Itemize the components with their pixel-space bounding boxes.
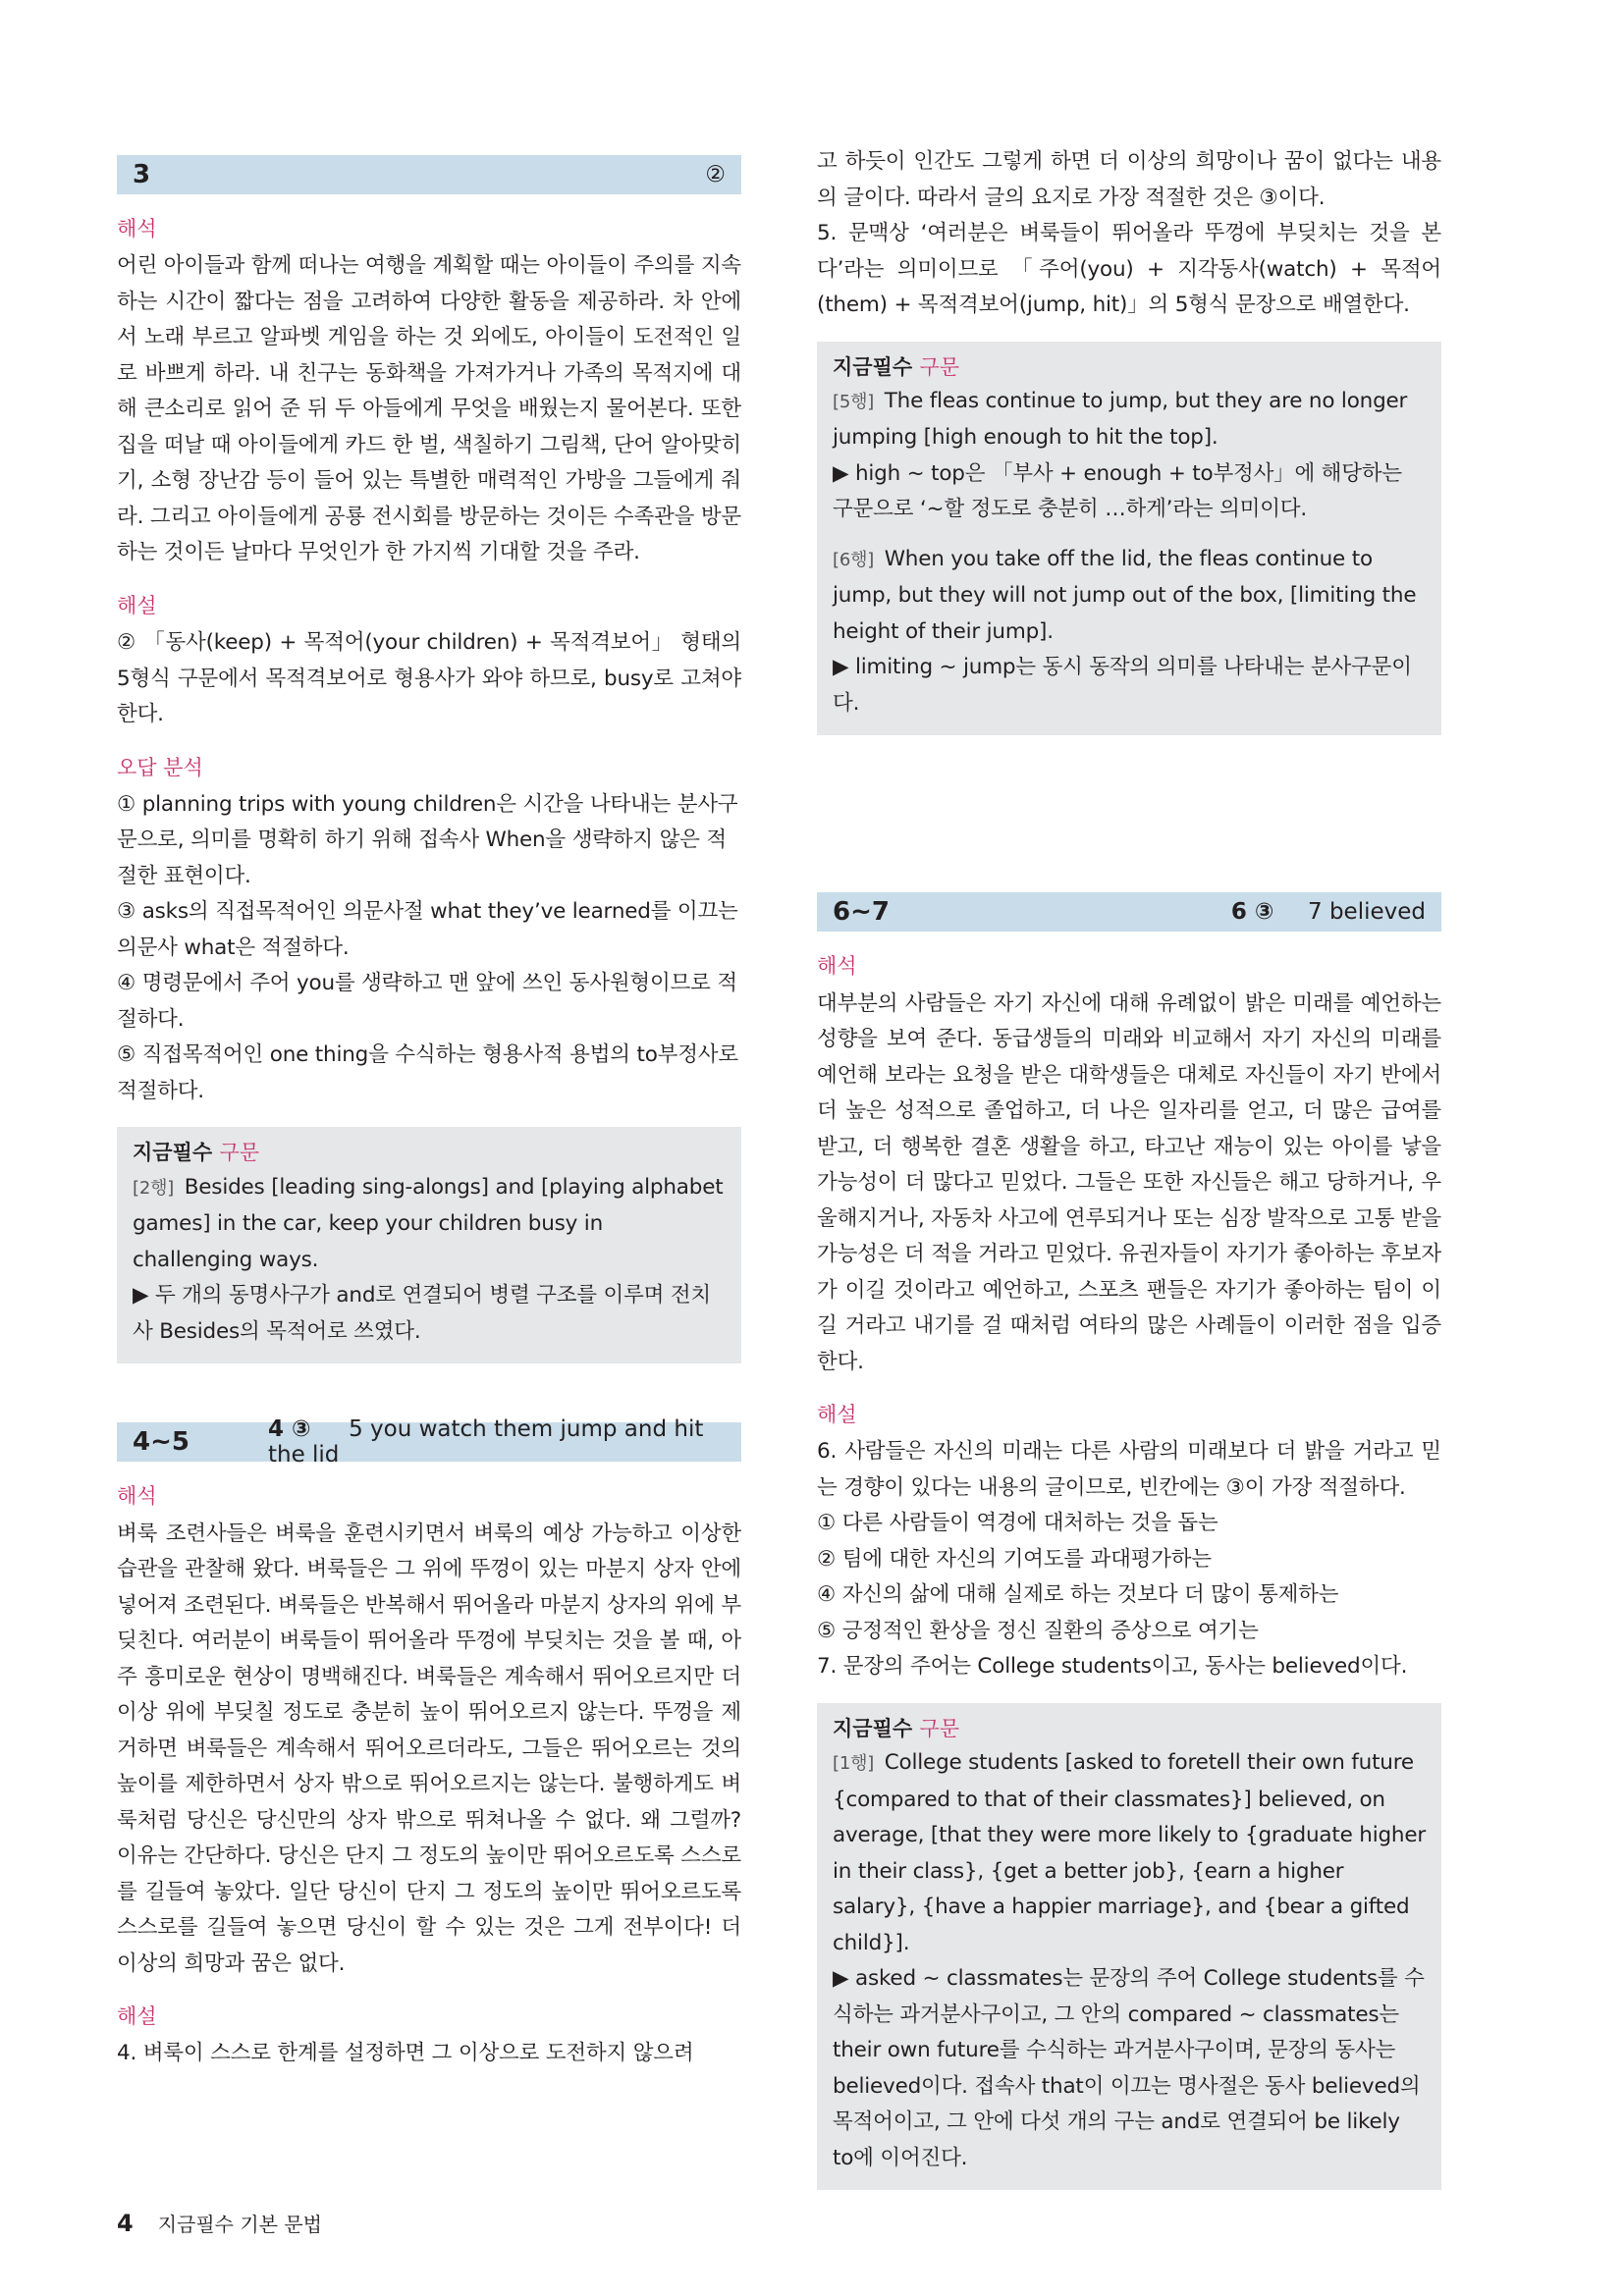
left-column bbox=[117, 155, 741, 2072]
book-title: 지금필수 기본 문법 bbox=[157, 2213, 322, 2236]
explanation-continued: 고 하듯이 인간도 그렇게 하면 더 이상의 희망이나 꿈이 없다는 내용의 글이다. 따라서 글의 요지로 가장 적절한 것은 ③이다. bbox=[817, 149, 1441, 210]
question-3-header bbox=[117, 155, 741, 194]
syntax-box-title bbox=[833, 1715, 1426, 1743]
translation-label: 해석 bbox=[117, 1484, 157, 1509]
syntax-sentence-text: Besides [leading sing-alongs] and [playing alphabet games] in the car, keep your children busy in challenging ways. bbox=[133, 1174, 724, 1272]
syntax-box-title bbox=[833, 353, 1426, 382]
translation-text: 대부분의 사람들은 자기 자신에 대해 유례없이 밝은 미래를 예언하는 성향을 보여 준다. 동급생들의 미래와 비교해서 자기 자신의 미래를 예언해 보라는 요청을 받은 대학생들은 대체로 자신들이 자기 반에서 더 높은 성적으로 졸업하고, 더 나은 일자리를 얻고, 더 많은 급여를 받고, 더 행복한 결혼 생활을 하고, 타고난 재능이 있는 아이를 낳을 가능성이 더 많다고 믿었다. 그들은 또한 자신들은 해고 당하거나, 우울해지거나, 자동차 사고에 연루되거나 또는 심장 발작으로 고통 받을 가능성은 더 적을 거라고 믿었다. 유권자들이 자기가 좋아하는 후보자가 이길 것이라고 예언하고, 스포츠 팬들은 자기가 좋아하는 팀이 이길 거라고 내기를 걸 때처럼 여타의 많은 사례들이 이러한 점을 입증한다. bbox=[817, 990, 1441, 1374]
syntax-sentence-text: When you take off the lid, the fleas continue to jump, but they will not jump out of the box, [limiting the height of their jump]. bbox=[833, 546, 1417, 644]
wrong-analysis-item: ① planning trips with young children은 시간을 나타내는 분사구문으로, 의미를 명확히 하기 위해 접속사 When을 생략하지 않은 적절한 표현이다. bbox=[117, 791, 738, 888]
syntax-note: ▶ limiting ~ jump는 동시 동작의 의미를 나타내는 분사구문이다. bbox=[833, 655, 1412, 716]
syntax-box-title bbox=[133, 1139, 726, 1167]
syntax-box-title-main: 지금필수 bbox=[133, 1141, 213, 1165]
page-number: 4 bbox=[117, 2210, 134, 2237]
explanation-label: 해설 bbox=[117, 593, 157, 617]
syntax-box-title-sub: 구문 bbox=[919, 1716, 960, 1740]
wrong-analysis-item: ③ asks의 직접목적어인 의문사절 what they’ve learned를 이끄는 의문사 what은 적절하다. bbox=[117, 899, 738, 960]
syntax-sentence-text: College students [asked to foretell their own future {compared to that of their classmates}] believed, on average, [that they were more likely to {graduate higher in their class}, {get a better job}, {earn a higher salary}, {have a happier marriage}, and {bear a gifted child}]. bbox=[833, 1750, 1427, 1955]
line-tag: [1행] bbox=[833, 1753, 875, 1775]
wrong-analysis-item: ⑤ 직접목적어인 one thing을 수식하는 형용사적 용법의 to부정사로 적절하다. bbox=[117, 1042, 738, 1103]
answer-4: 4 ③ bbox=[267, 1416, 311, 1443]
syntax-box bbox=[117, 1127, 741, 1363]
question-number: 4~5 bbox=[133, 1427, 189, 1458]
translation-label: 해석 bbox=[117, 217, 157, 240]
syntax-note: ▶ 두 개의 동명사구가 and로 연결되어 병렬 구조를 이루며 전치사 Besides의 목적어로 쓰였다. bbox=[133, 1283, 711, 1344]
syntax-box-title-main: 지금필수 bbox=[833, 354, 913, 379]
explanation-label: 해설 bbox=[117, 2004, 157, 2029]
page-footer bbox=[117, 2209, 322, 2237]
option-item: ④ 자신의 삶에 대해 실제로 하는 것보다 더 많이 통제하는 bbox=[817, 1582, 1339, 1608]
question-4-5-header bbox=[117, 1416, 741, 1468]
line-tag: [2행] bbox=[133, 1177, 175, 1199]
wrong-analysis-item: ④ 명령문에서 주어 you를 생략하고 맨 앞에 쓰인 동사원형이므로 적절하다. bbox=[117, 971, 737, 1032]
explanation-text: 6. 사람들은 자신의 미래는 다른 사람의 미래보다 더 밝을 거라고 믿는 경향이 있다는 내용의 글이므로, 빈칸에는 ③이 가장 적절하다. bbox=[817, 1439, 1441, 1500]
syntax-note: ▶ high ~ top은 「부사 + enough + to부정사」에 해당하는 구문으로 ‘~할 정도로 충분히 …하게’라는 의미이다. bbox=[833, 460, 1402, 522]
explanation-7: 7. 문장의 주어는 College students이고, 동사는 believed이다. bbox=[817, 1654, 1408, 1680]
translation-label: 해석 bbox=[817, 954, 857, 979]
option-item: ① 다른 사람들이 역경에 대처하는 것을 돕는 bbox=[817, 1511, 1218, 1536]
explanation-5: 5. 문맥상 ‘여러분은 벼룩들이 뛰어올라 뚜껑에 부딪치는 것을 본다’라는 의미이므로 「주어(you) + 지각동사(watch) + 목적어(them) + 목적격보어(jump, hit)」의 5형식 문장으로 배열한다. bbox=[817, 221, 1441, 317]
answer-7: 7 believed bbox=[1308, 899, 1426, 926]
explanation-label: 해설 bbox=[817, 1403, 857, 1427]
syntax-sentence bbox=[833, 1745, 1426, 1961]
syntax-sentence bbox=[833, 384, 1426, 456]
syntax-sentence-text: The fleas continue to jump, but they are no longer jumping [high enough to hit the top]. bbox=[833, 388, 1408, 451]
answer-5: 5 you watch them jump and hit the lid bbox=[267, 1416, 704, 1468]
explanation-text: ② 「동사(keep) + 목적어(your children) + 목적격보어」 형태의 5형식 구문에서 목적격보어로 형용사가 와야 하므로, busy로 고쳐야 한다. bbox=[117, 630, 741, 727]
line-tag: [5행] bbox=[833, 391, 875, 412]
syntax-note: ▶ asked ~ classmates는 문장의 주어 College students를 수식하는 과거분사구이고, 그 안의 compared ~ classmates는 their own future를 수식하는 과거분사구이며, 문장의 동사는 believed이다. 접속사 that이 이끄는 명사절은 동사 believed의 목적어이고, 그 안에 다섯 개의 구는 and로 연결되어 be likely to에 이어진다. bbox=[833, 1966, 1425, 2170]
translation-text: 벼룩 조련사들은 벼룩을 훈련시키면서 벼룩의 예상 가능하고 이상한 습관을 관찰해 왔다. 벼룩들은 그 위에 뚜껑이 있는 마분지 상자 안에 넣어져 조련된다. 벼룩들은 반복해서 뛰어올라 마분지 상자의 위에 부딪친다. 여러분이 벼룩들이 뛰어올라 뚜껑에 부딪치는 것을 볼 때, 아주 흥미로운 현상이 명백해진다. 벼룩들은 계속해서 뛰어오르지만 더 이상 위에 부딪칠 정도로 충분히 높이 뛰어오르지 않는다. 뚜껑을 제거하면 벼룩들은 계속해서 뛰어오르더라도, 그들은 뛰어오르는 것의 높이를 제한하면서 상자 밖으로 뛰어오르지는 않는다. 불행하게도 벼룩처럼 당신은 당신만의 상자 밖으로 뛰쳐나올 수 없다. 왜 그럴까? 이유는 간단하다. 당신은 단지 그 정도의 높이만 뛰어오르도록 스스로를 길들여 놓았다. 일단 당신이 단지 그 정도의 높이만 뛰어오르도록 스스로를 길들여 놓으면 당신이 할 수 있는 것은 그게 전부이다! 더 이상의 희망과 꿈은 없다. bbox=[117, 1521, 741, 1976]
translation-text: 어린 아이들과 함께 떠나는 여행을 계획할 때는 아이들이 주의를 지속하는 시간이 짧다는 점을 고려하여 다양한 활동을 제공하라. 차 안에서 노래 부르고 알파벳 게임을 하는 것 외에도, 아이들이 도전적인 일로 바쁘게 하라. 내 친구는 동화책을 가져가거나 가족의 목적지에 대해 큰소리로 읽어 준 뒤 두 아들에게 무엇을 배웠는지 물어본다. 또한 집을 떠날 때 아이들에게 카드 한 벌, 색칠하기 그림책, 단어 알아맞히기, 소형 장난감 등이 들어 있는 특별한 매력적인 가방을 그들에게 줘라. 그리고 아이들에게 공룡 전시회를 방문하는 것이든 수족관을 방문하는 것이든 날마다 무엇인가 한 가지씩 기대할 것을 주라. bbox=[117, 253, 741, 565]
right-column bbox=[817, 144, 1441, 2190]
syntax-sentence bbox=[833, 542, 1426, 651]
line-tag: [6행] bbox=[833, 549, 875, 570]
option-item: ⑤ 긍정적인 환상을 정신 질환의 증상으로 여기는 bbox=[817, 1618, 1259, 1643]
question-number: 6~7 bbox=[833, 897, 890, 928]
syntax-box bbox=[817, 342, 1441, 736]
question-6-7-header bbox=[817, 892, 1441, 932]
syntax-box-title-sub: 구문 bbox=[919, 354, 960, 379]
answer-6: 6 ③ bbox=[1230, 899, 1274, 926]
explanation-text: 4. 벼룩이 스스로 한계를 설정하면 그 이상으로 도전하지 않으려 bbox=[117, 2041, 694, 2066]
wrong-analysis-label: 오답 분석 bbox=[117, 755, 203, 779]
answer: ② bbox=[705, 162, 726, 187]
syntax-box-title-main: 지금필수 bbox=[833, 1716, 913, 1740]
option-item: ② 팀에 대한 자신의 기여도를 과대평가하는 bbox=[817, 1546, 1212, 1572]
syntax-box-title-sub: 구문 bbox=[219, 1141, 260, 1165]
syntax-sentence bbox=[133, 1170, 726, 1279]
syntax-box bbox=[817, 1703, 1441, 2190]
question-number: 3 bbox=[133, 160, 151, 189]
